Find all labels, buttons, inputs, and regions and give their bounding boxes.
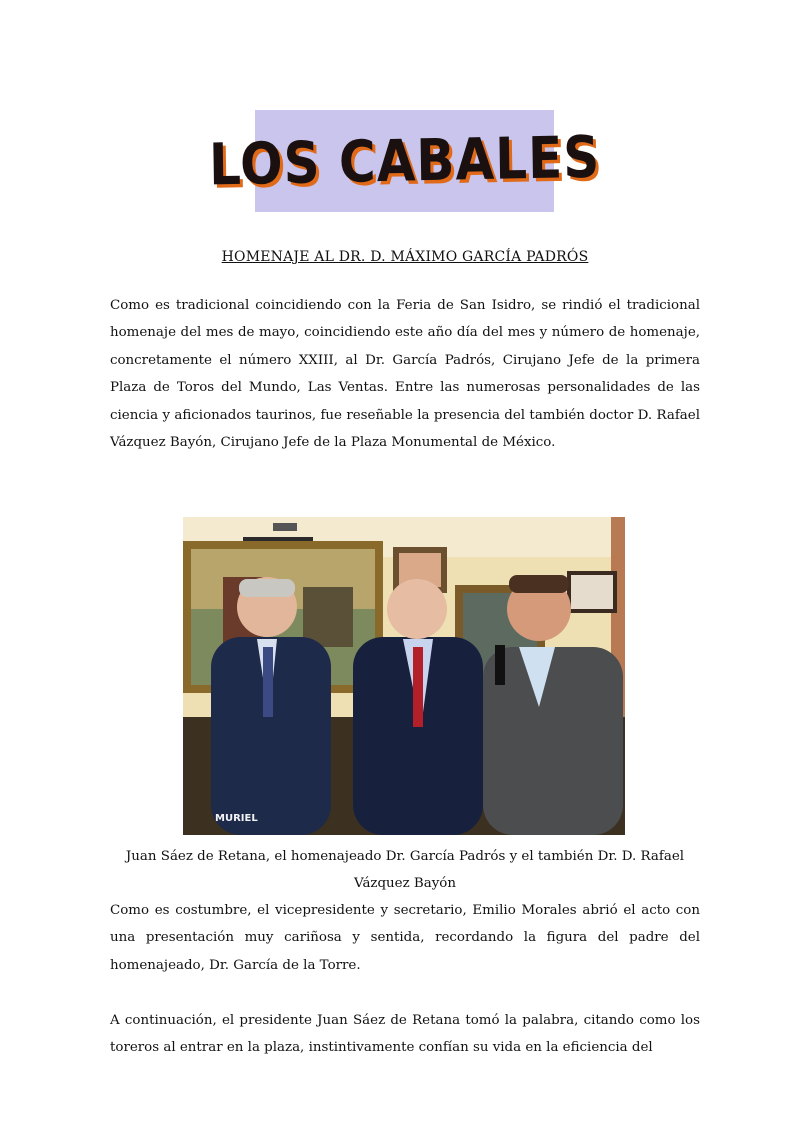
los-cabales-logo [208, 110, 601, 212]
paragraph-continuation: A continuación, el presidente Juan Sáez de Retana tomó la palabra, citando como los toreros al entrar en la plaza, instintivamente confían su vida en la eficiencia del [110, 1013, 700, 1056]
photo-caption: Juan Sáez de Retana, el homenajeado Dr. García Padrós y el también Dr. D. Rafael Vázquez Bayón [125, 849, 685, 892]
paragraph-opening: Como es costumbre, el vicepresidente y secretario, Emilio Morales abrió el acto con una presentación muy cariñosa y sentida, recordando la figura del padre del homenajeado, Dr. García de la Torre. [110, 903, 700, 973]
article-title: HOMENAJE AL DR. D. MÁXIMO GARCÍA PADRÓS [221, 249, 589, 265]
logo-text: LOS CABALES [208, 123, 601, 199]
paragraph-intro: Como es tradicional coincidiendo con la Feria de San Isidro, se rindió el tradicional homenaje del mes de mayo, coincidiendo este año día del mes y número de homenaje, concretamente el número XXIII, al Dr. García Padrós, Cirujano Jefe de la primera Plaza de Toros del Mundo, Las Ventas. Entre las numerosas personalidades de las ciencia y aficionados taurinos, fue reseñable la presencia del también doctor D. Rafael Vázquez Bayón, Cirujano Jefe de la Plaza Monumental de México. [110, 298, 700, 451]
event-photo [183, 517, 625, 835]
photo-watermark: MURIEL [215, 813, 258, 824]
